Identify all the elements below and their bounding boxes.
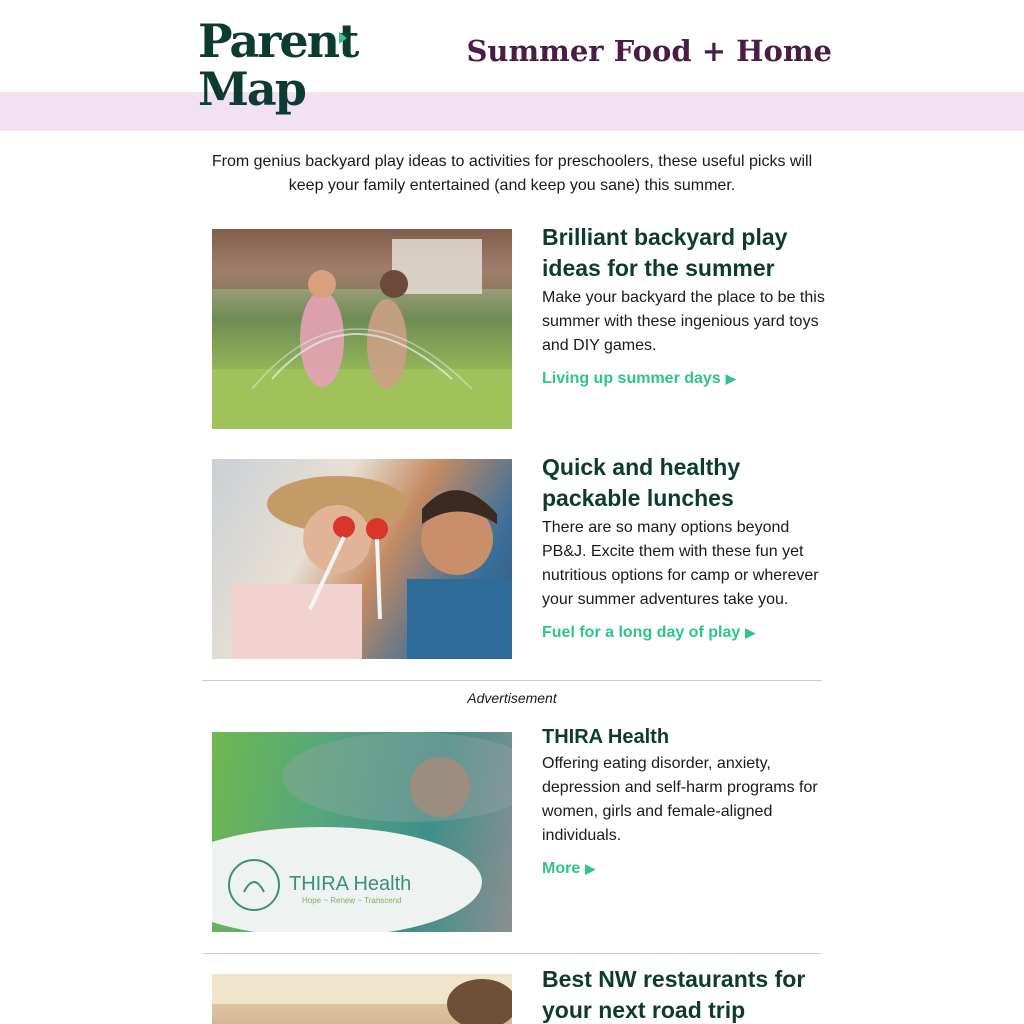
logo-text-map: Map (198, 62, 305, 116)
article-image-lunches[interactable] (212, 459, 512, 659)
article-image-backyard[interactable] (212, 229, 512, 429)
kids-lunch-illustration (212, 459, 512, 659)
article-cta-link[interactable] (542, 624, 755, 642)
play-arrow-icon: ▶ (745, 625, 756, 640)
cta-label: Fuel for a long day of play (542, 624, 741, 641)
article-headline[interactable]: Quick and healthy packable lunches (542, 454, 741, 511)
cta-label: More (542, 860, 581, 877)
logo-text-parent: Parent (198, 14, 358, 68)
thira-ad-illustration (212, 732, 512, 932)
section-divider (202, 680, 822, 681)
cta-label: Living up summer days (542, 370, 721, 387)
article-description: Make your backyard the place to be this summer with these ingenious yard toys and DIY games. (542, 289, 825, 354)
advertisement-label: Advertisement (467, 690, 557, 706)
road-trip-illustration (212, 974, 512, 1024)
parentmap-logo[interactable] (198, 14, 358, 122)
article-cta-link[interactable] (542, 370, 736, 388)
ad-image-thira[interactable] (212, 732, 512, 932)
article-headline[interactable]: Best NW restaurants for your next road trip (542, 966, 806, 1023)
article-image-road-trip[interactable] (212, 974, 512, 1024)
ad-description: Offering eating disorder, anxiety, depression and self-harm programs for women, girls and female-aligned individuals. (542, 755, 818, 844)
ad-headline[interactable]: THIRA Health (542, 726, 670, 748)
kids-sprinkler-illustration (212, 229, 512, 429)
triangle-icon (339, 32, 347, 44)
ad-image-brand: THIRA Health (289, 873, 412, 895)
article-description: There are so many options beyond PB&J. Excite them with these fun yet nutritious options for camp or wherever your summer adventures take you. (542, 519, 819, 608)
play-arrow-icon: ▶ (725, 371, 736, 386)
issue-title: Summer Food + Home (466, 34, 832, 68)
header-band (0, 92, 1024, 131)
play-arrow-icon: ▶ (585, 861, 596, 876)
ad-image-tagline: Hope ~ Renew ~ Transcend (302, 896, 402, 905)
ad-cta-link[interactable] (542, 860, 595, 878)
section-divider (202, 953, 822, 954)
intro-text: From genius backyard play ideas to activities for preschoolers, these useful picks will keep your family entertained (and keep you sane) this summer. (211, 153, 813, 194)
article-headline[interactable]: Brilliant backyard play ideas for the summer (542, 224, 788, 281)
